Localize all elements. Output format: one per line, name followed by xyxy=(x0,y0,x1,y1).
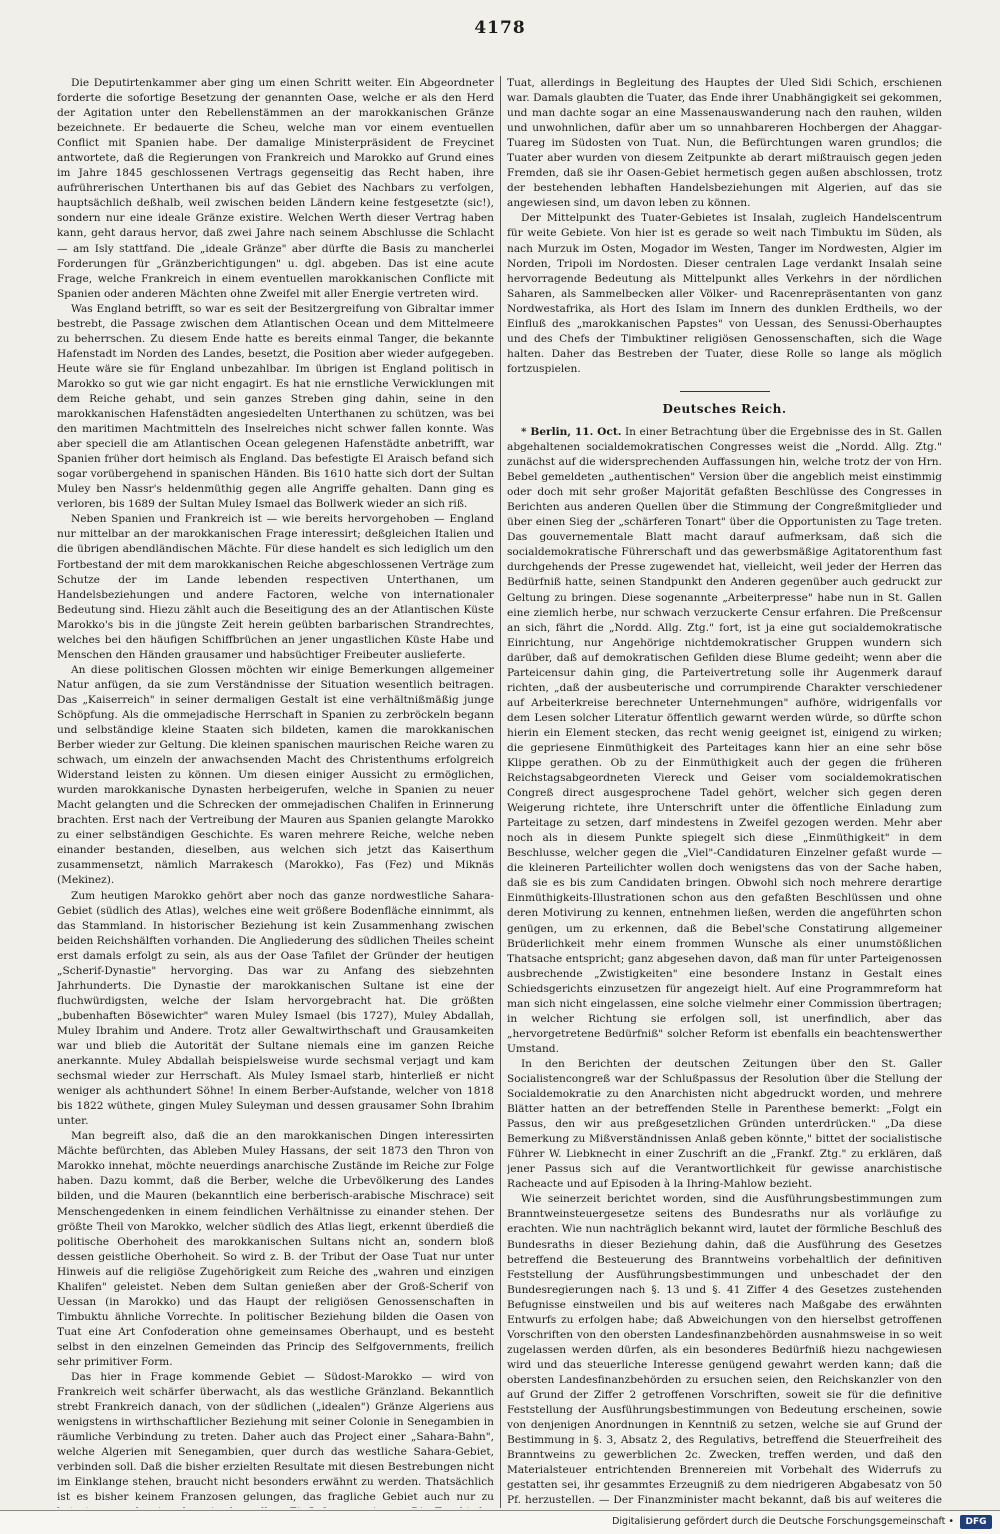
footer-bar xyxy=(0,1510,1000,1534)
footer-credit: Digitalisierung gefördert durch die Deutsche Forschungsgemeinschaft • xyxy=(612,1516,954,1527)
paragraph xyxy=(507,425,942,1057)
paragraph: In den Berichten der deutschen Zeitungen über den St. Galler Socialistencongreß war der Schlußpassus der Resolution über die Stellung der Socialdemokratie zu den Anarchisten nicht abgedruckt worden, und mehrere Blätter hatten an der betreffenden Stelle in Parenthese bemerkt: „Folgt ein Passus, den wir aus preßgesetzlichen Gründen unterdrücken." „Da diese Bemerkung zu Mißverständnissen Anlaß geben könnte," bittet der socialistische Führer W. Liebknecht in einer Zuschrift an die „Frankf. Ztg." zu erklären, daß jener Passus sich auf die Verantwortlichkeit für gewisse anarchistische Racheacte und auf Episoden à la Ihring-Mahlow bezieht. xyxy=(507,1057,942,1191)
paragraph: Die Deputirtenkammer aber ging um einen Schritt weiter. Ein Abgeordneter forderte die sofortige Besetzung der genannten Oase, welche er als den Herd der Agitation unter den Rebellenstämmen an der marokkanischen Gränze bezeichnete. Er bedauerte die Scheu, welche man vor einem eventuellen Conflict mit Spanien habe. Der damalige Ministerpräsident de Freycinet antwortete, daß die Regierungen von Frankreich und Marokko auf Grund eines im Jahre 1845 geschlossenen Vertrags gegenseitig das Recht haben, ihre aufrührerischen Unterthanen bis auf das Gebiet des Nachbars zu verfolgen, hauptsächlich deßhalb, weil zwischen beiden Ländern keine festgesetzte (sic!), sondern nur eine ideale Gränze existire. Welchen Werth dieser Vertrag haben kann, geht daraus hervor, daß zwei Jahre nach seinem Abschlusse die Schlacht — am Isly stattfand. Die „ideale Gränze" aber dürfte die Basis zu mancherlei Forderungen für „Gränzberichtigungen" u. dgl. abgeben. Das ist eine acute Frage, welche Frankreich in einem eventuellen marokkanischen Conflicte mit Spanien oder anderen Mächten ohne Zweifel mit aller Energie vertreten wird. xyxy=(57,77,494,300)
section-heading: Deutsches Reich. xyxy=(662,401,787,416)
left-column xyxy=(57,76,494,1508)
paragraph: Man begreift also, daß die an den marokkanischen Dingen interessirten Mächte befürchten, das Ableben Muley Hassans, der seit 1873 den Thron von Marokko innehat, möchte neuerdings anarchische Zustände im Reiche zur Folge haben. Dazu kommt, daß die Berber, welche die Urbevölkerung des Landes bilden, und die Mauren (bekanntlich eine berberisch-arabische Mischrace) seit Menschengedenken in einem feindlichen Verhältnisse zu einander stehen. Der größte Theil von Marokko, welcher südlich des Atlas liegt, erkennt überdieß die politische Oberhoheit des marokkanischen Sultans nicht an, sondern bloß dessen geistliche Oberhoheit. So wird z. B. der Tribut der Oase Tuat nur unter Hinweis auf die religiöse Zugehörigkeit zum Reiche des „wahren und einzigen Khalifen" geleistet. Neben dem Sultan genießen aber der Groß-Scherif von Uessan (in Marokko) und das Haupt der religiösen Genossenschaften in Timbuktu ähnliche Vorrechte. In politischer Beziehung bilden die Oasen von Tuat eine Art Confoderation ohne gemeinsames Oberhaupt, und es besteht selbst in den einzelnen Gemeinden das Princip des Selfgovernments, freilich sehr primitiver Form. xyxy=(57,1130,494,1368)
right-column xyxy=(507,76,942,1508)
paragraph: Tuat, allerdings in Begleitung des Hauptes der Uled Sidi Schich, erschienen war. Damals glaubten die Tuater, das Ende ihrer Unabhängigkeit sei gekommen, und man dachte sogar an eine Massenauswanderung nach den rauhen, wilden und unwohnlichen, dafür aber um so unnahbareren Hochbergen der Ahaggar-Tuareg im Südosten von Tuat. Nun, die Befürchtungen waren grundlos; die Tuater aber wurden von diesem Zeitpunkte ab derart mißtrauisch gegen jeden Fremden, daß sie ihr Oasen-Gebiet hermetisch gegen außen abschlossen, trotz der bestehenden lebhaften Handelsbeziehungen mit Algerien, auf das sie angewiesen sind, um davon leben zu können. xyxy=(507,77,942,210)
paragraph: Der Mittelpunkt des Tuater-Gebietes ist Insalah, zugleich Handelscentrum für weite Gebiete. Von hier ist es gerade so weit nach Timbuktu im Süden, als nach Murzuk im Osten, Mogador im Westen, Tanger im Nordwesten, Algier im Norden, Tripoli im Nordosten. Dieser centralen Lage verdankt Insalah seine hervorragende Bedeutung als Mittelpunkt alles Verkehrs in der nördlichen Saharen, als Sammelbecken aller Völker- und Racenrepräsentanten von ganz Nordwestafrika, als Hort des Islam im Innern des dunklen Erdtheils, wo der Einfluß des „marokkanischen Papstes" von Uessan, des Senussi-Oberhauptes und des Chefs der Timbuktiner religiösen Genossenschaften, sich die Wage halten. Daher das Bestreben der Tuater, diese Rolle so lange als möglich fortzuspielen. xyxy=(507,212,942,375)
paragraph: An diese politischen Glossen möchten wir einige Bemerkungen allgemeiner Natur anfügen, da sie zum Verständnisse der Situation wesentlich beitragen. Das „Kaiserreich" in seiner dermaligen Gestalt ist eine verhältnißmäßig junge Schöpfung. Als die ommejadische Herrschaft in Spanien zu zerbröckeln begann und selbständige kleine Staaten sich bildeten, kamen die marokkanischen Berber wieder zur Geltung. Die kleinen spanischen maurischen Reiche waren zu schwach, um einzeln der anwachsenden Macht des Christenthums erfolgreich Widerstand leisten zu können. Um diesen einiger Aussicht zu ermöglichen, wurden marokkanische Dynasten herbeigerufen, welche in Spanien zu neuer Macht gelangten und die Schrecken der ommejadischen Chalifen in Erinnerung brachten. Erst nach der Vertreibung der Mauren aus Spanien gelangte Marokko zu einer selbständigen Geschichte. Es waren mehrere Reiche, welche neben einander bestanden, dieselben, aus welchen sich jetzt das Kaiserthum zusammensetzt, nämlich Marrakesch (Marokko), Fas (Fez) und Miknäs (Mekinez). xyxy=(57,663,494,887)
paragraph: Neben Spanien und Frankreich ist — wie bereits hervorgehoben — England nur mittelbar an der marokkanischen Frage interessirt; deßgleichen Italien und die übrigen abendländischen Mächte. Für diese handelt es sich lediglich um den Fortbestand der mit dem marokkanischen Reiche abgeschlossenen Verträge zum Schutze der im Lande lebenden respectiven Unterthanen, um Handelsbeziehungen und andere Factoren, welche von internationaler Bedeutung sind. Hiezu zählt auch die Beseitigung des an der Atlantischen Küste Marokko's bis in die jüngste Zeit herein geübten barbarischen Strandrechtes, welches bei den häufigen Schiffbrüchen an jener ungastlichen Küste Habe und Menschen den Händen grausamer und habsüchtiger Freibeuter auslieferte. xyxy=(57,513,494,661)
paragraph: Wie seinerzeit berichtet worden, sind die Ausführungsbestimmungen zum Branntweinsteuergesetze seitens des Bundesraths nur als vorläufige zu erachten. Wie nun nachträglich bekannt wird, lautet der förmliche Beschluß des Bundesraths in dieser Beziehung dahin, daß die Ausführung des Gesetzes betreffend die Besteuerung des Branntweins vorbehaltlich der definitiven Feststellung der Ausführungsbestimmungen und unbeschadet der den Bundesregierungen nach §. 13 und §. 41 Ziffer 4 des Gesetzes zustehenden Befugnisse einstweilen und bis auf weiteres nach Maßgabe des erwähnten Entwurfs zu erfolgen habe; daß Abweichungen von den hierselbst getroffenen Vorschriften von den obersten Landesfinanzbehörden ausnahmsweise in so weit zugelassen werden dürfen, als ein besonderes Bedürfniß hiezu nachgewiesen wird und das steuerliche Interesse genügend gewahrt werden kann; daß die obersten Landesfinanzbehörden zu ersuchen seien, den Reichskanzler von den auf Grund der Ziffer 2 getroffenen Vorschriften, soweit sie für die definitive Feststellung der Ausführungsbestimmungen von Bedeutung erscheinen, sowie von denjenigen Anordnungen in Kenntniß zu setzen, welche sie auf Grund der Bestimmung in §. 3, Absatz 2, des Regulativs, betreffend die Steuerfreiheit des Branntweins zu gewerblichen 2c. Zwecken, treffen werden, und daß den Materialsteuer entrichtenden Brennereien mit Vorbehalt des Widerrufs zu gestatten sei, ihr gesammtes Erzeugniß zu dem niedrigeren Abgabesatz von 50 Pf. herzustellen. — Der Finanzminister macht bekannt, daß bis auf weiteres die xyxy=(507,1193,942,1507)
dfg-logo-icon: DFG xyxy=(960,1515,992,1529)
section-rule xyxy=(680,391,770,392)
paragraph: Das hier in Frage kommende Gebiet — Südost-Marokko — wird von Frankreich weit schärfer überwacht, als das westliche Gränzland. Bekanntlich strebt Frankreich danach, von der südlichen („idealen") Gränze Algeriens aus wenigstens in wirthschaftlicher Beziehung mit seiner Colonie in Senegambien in räumliche Verbindung zu treten. Daher auch das Project einer „Sahara-Bahn", welche Algerien mit Senegambien, quer durch das westliche Sahara-Gebiet, verbinden soll. Daß die bisher erzielten Resultate mit diesen Bestrebungen nicht im Einklange stehen, braucht nicht besonders erwähnt zu werden. Thatsächlich ist es bisher keinem Franzosen gelungen, das fragliche Gebiet auch nur zu xyxy=(57,1371,494,1504)
paragraph: Zum heutigen Marokko gehört aber noch das ganze nordwestliche Sahara-Gebiet (südlich des Atlas), welches eine weit größere Bodenfläche einnimmt, als das Stammland. In historischer Beziehung ist kein Zusammenhang zwischen beiden Reichshälften vorhanden. Die Angliederung des südlichen Theiles scheint erst damals erfolgt zu sein, als aus der Oase Tafilet der Gründer der heutigen „Scherif-Dynastie" hervorging. Das war zu Anfang des siebzehnten Jahrhunderts. Die Dynastie der marokkanischen Sultane ist eine der fluchwürdigsten, welche der Islam hervorgebracht hat. Die größten „bubenhaften Bösewichter" waren Muley Ismael (bis 1727), Muley Abdallah, Muley Ibrahim und Andere. Trotz aller Gewaltwirthschaft und Grausamkeiten war und blieb die Autorität der Sultane niemals eine im ganzen Reiche anerkannte. Muley Abdallah beispielsweise wurde sechsmal verjagt und kam sechsmal wieder zur Herrschaft. Als Muley Ismael starb, hinterließ er nicht weniger als achthundert Söhne! In einem Berber-Aufstande, welcher von 1818 bis 1822 wüthete, gingen Muley Suleyman und dessen grausamer Sohn Ibrahim unter. xyxy=(57,889,494,1128)
column-divider xyxy=(500,76,501,1508)
page-number: 4178 xyxy=(474,18,526,38)
dateline: * Berlin, 11. Oct. xyxy=(521,425,622,438)
paragraph-text: In einer Betrachtung über die Ergebnisse des in St. Gallen abgehaltenen socialdemokratischen Congresses weist die „Nordd. Allg. Ztg." zunächst auf die widersprechenden Auffassungen hin, welche trotz der von Hrn. Bebel gemeldeten „authentischen" Version über die angeblich meist einstimmig oder doch mit sehr großer Majorität gefaßten Beschlüsse des Congresses in Berichten aus anderen Quellen über die Stimmung der Congreßmitglieder und über einen Sieg der „schärferen Tonart" über die Opportunisten zu Tage treten. Das gouvernementale Blatt macht darauf aufmerksam, daß sich die socialdemokratische Führerschaft und das gewerbsmäßige Agitatorenthum fast durchgehends der Presse zugewendet hat, vielleicht, weil jeder der Herren das Bedürfniß hatte, seinen Standpunkt den Anderen gegenüber auch gedruckt zur Geltung zu bringen. Diese sogenannte „Arbeiterpresse" habe nun in St. Gallen eine ziemlich herbe, nur schwach verzuckerte Censur erfahren. Die Preßcensur an sich, fährt die „Nordd. Allg. Ztg." fort, ist ja eine gut socialdemokratische Einrichtung, nur Angehörige nichtdemokratischer Gruppen wundern sich darüber, daß auf demokratischen Gefilden diese Blume gedeiht; wenn aber die Parteicensur dahin ging, die Parteivertretung solle ihr Augenmerk darauf richten, „daß der ausbeuterische und corrumpirende Charakter verschiedener auf Arbeiterkreise berechneter Unternehmungen" aufhöre, widrigenfalls vor dem Lesen solcher Literatur öffentlich gewarnt werden würde, so dürfte schon hierin ein Element stecken, das recht wenig geeignet ist, einigend zu wirken; die gepriesene Einmüthigkeit des Parteitages kann hier an eine sehr böse Klippe gerathen. Ob zu der Einmüthigkeit auch der gegen die früheren Reichstagsabgeordneten Viereck und Geiser vom socialdemokratischen Congreß direct ausgesprochene Tadel gehört, welcher sich gegen deren Weigerung richtete, ihre Unterschrift unter die öffentliche Einladung zum Parteitage zu setzen, darf mindestens in Zweifel gezogen werden. Mehr aber noch als in diesem Punkte spiegelt sich diese „Einmüthigkeit" in dem Beschlusse, welcher gegen die „Viel"-Candidaturen Einzelner gefaßt wurde — die kleineren Parteilichter wollen doch wenigstens das von der Sache haben, daß sie es bis zum Candidaten bringen. Obwohl sich noch mehrere derartige Einmüthigkeits-Illustrationen schon aus den gefaßten Beschlüssen und ohne deren Motivirung zu kennen, entnehmen ließen, werden die angeführten schon genügen, um zu erkennen, daß die Bebel'sche Constatirung allgemeiner Brüderlichkeit mehr einem frommen Wunsche als einer unumstößlichen Thatsache entspricht; ganz abgesehen davon, daß man für unter Parteigenossen ausbrechende „Zwistigkeiten" eine besondere Instanz in Gestalt eines Schiedsgerichts einzusetzen für angezeigt hielt. Auf eine Programmreform hat man sich nicht eingelassen, eine solche vielmehr einer Commission übertragen; in welcher Richtung sie erfolgen soll, ist unerfindlich, aber das „hervorgetretene Bedürfniß" solcher Reform ist ebenfalls ein beachtenswerther Umstand. xyxy=(507,425,942,1055)
paragraph: Was England betrifft, so war es seit der Besitzergreifung von Gibraltar immer bestrebt, die Passage zwischen dem Atlantischen Ocean und dem Mittelmeere zu beherrschen. Zu diesem Ende hatte es bereits einmal Tanger, die bekannte Hafenstadt im Norden des Landes, besetzt, die Position aber wieder aufgegeben. Heute wäre sie für England unbezahlbar. Im übrigen ist England politisch in Marokko so gut wie gar nicht engagirt. Es hat nie ernstliche Verwicklungen mit dem Reiche gehabt, und sein ganzes Streben ging dahin, seine in den marokkanischen Hafenstädten angesiedelten Unterthanen zu schützen, was bei den maritimen Machtmitteln des Inselreiches nicht schwer fallen konnte. Was aber speciell die am Atlantischen Ocean gelegenen Hafenstädte anbetrifft, war Spanien früher dort heimisch als England. Das befestigte El Araisch befand sich sogar vorübergehend in spanischen Händen. Bis 1610 hatte sich dort der Sultan Muley ben Nassr's heldenmüthig gegen alle Angriffe gehalten. Dann ging es verloren, bis 1689 der Sultan Muley Ismael das Bollwerk wieder an sich riß. xyxy=(57,302,494,511)
